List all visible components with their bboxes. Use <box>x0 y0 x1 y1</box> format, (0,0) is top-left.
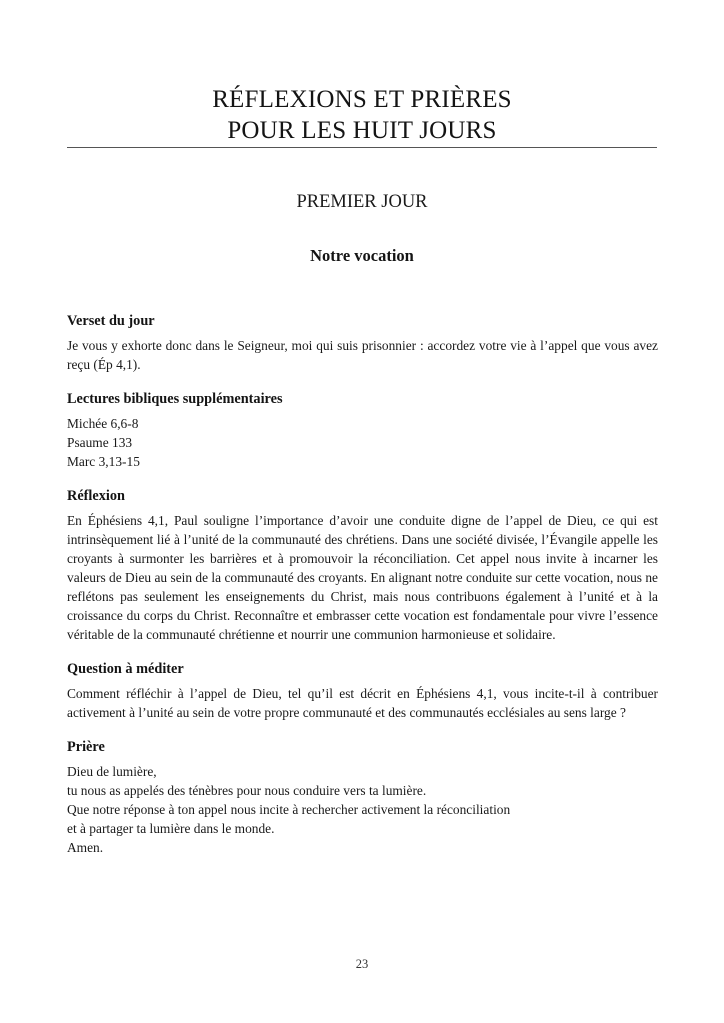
question-heading: Question à méditer <box>67 661 184 677</box>
question-section <box>67 660 658 722</box>
chapter-title <box>0 84 724 146</box>
page-content <box>67 312 658 873</box>
prayer-line: Amen. <box>67 840 104 855</box>
verse-heading: Verset du jour <box>67 313 155 329</box>
prayer-heading: Prière <box>67 739 105 755</box>
reading-item: Marc 3,13-15 <box>67 454 140 469</box>
reflection-heading: Réflexion <box>67 488 125 504</box>
theme-title: Notre vocation <box>310 246 414 265</box>
verse-section <box>67 312 658 374</box>
readings-section <box>67 390 658 471</box>
page-number: 23 <box>355 957 369 971</box>
prayer-section <box>67 738 658 857</box>
reading-item: Psaume 133 <box>67 435 133 450</box>
reflection-section <box>67 487 658 644</box>
reading-item: Michée 6,6-8 <box>67 416 139 431</box>
question-text: Comment réfléchir à l’appel de Dieu, tel qu’il est décrit en Éphésiens 4,1, vous incite-t-il à contribuer activement à l’unité au sein de votre propre communauté et des communautés ecclésiales au sens large ? <box>67 686 658 720</box>
chapter-title-line-1: RÉFLEXIONS ET PRIÈRES <box>212 86 512 113</box>
prayer-line: tu nous as appelés des ténèbres pour nous conduire vers ta lumière. <box>67 783 427 798</box>
verse-text: Je vous y exhorte donc dans le Seigneur, moi qui suis prisonnier : accordez votre vie à l’appel que vous avez reçu (Ép 4,1). <box>67 338 658 372</box>
title-divider <box>67 147 657 148</box>
day-title: PREMIER JOUR <box>296 192 428 212</box>
prayer-line: Dieu de lumière, <box>67 764 157 779</box>
readings-list <box>67 414 658 471</box>
reflection-text: En Éphésiens 4,1, Paul souligne l’importance d’avoir une conduite digne de l’appel de Dieu, ce qui est intrinsèquement lié à l’unité de la communauté des chrétiens. Dans une société divisée, l’Évangile appelle les croyants à surmonter les barrières et à promouvoir la réconciliation. Cet appel nous invite à incarner les valeurs de Dieu au sein de la communauté des croyants. En alignant notre conduite sur cette vocation, nous ne reflétons pas seulement les enseignements du Christ, mais nous contribuons également à l’unité et à la croissance du corps du Christ. Reconnaître et embrasser cette vocation est fondamentale pour vivre l’essence véritable de la communauté chrétienne et nourrir une communion harmonieuse et solidaire. <box>67 513 658 642</box>
prayer-line: et à partager ta lumière dans le monde. <box>67 821 275 836</box>
readings-heading: Lectures bibliques supplémentaires <box>67 391 283 407</box>
prayer-text <box>67 762 658 857</box>
prayer-line: Que notre réponse à ton appel nous incite à rechercher activement la réconciliation <box>67 802 511 817</box>
chapter-title-line-2: POUR LES HUIT JOURS <box>227 117 497 144</box>
